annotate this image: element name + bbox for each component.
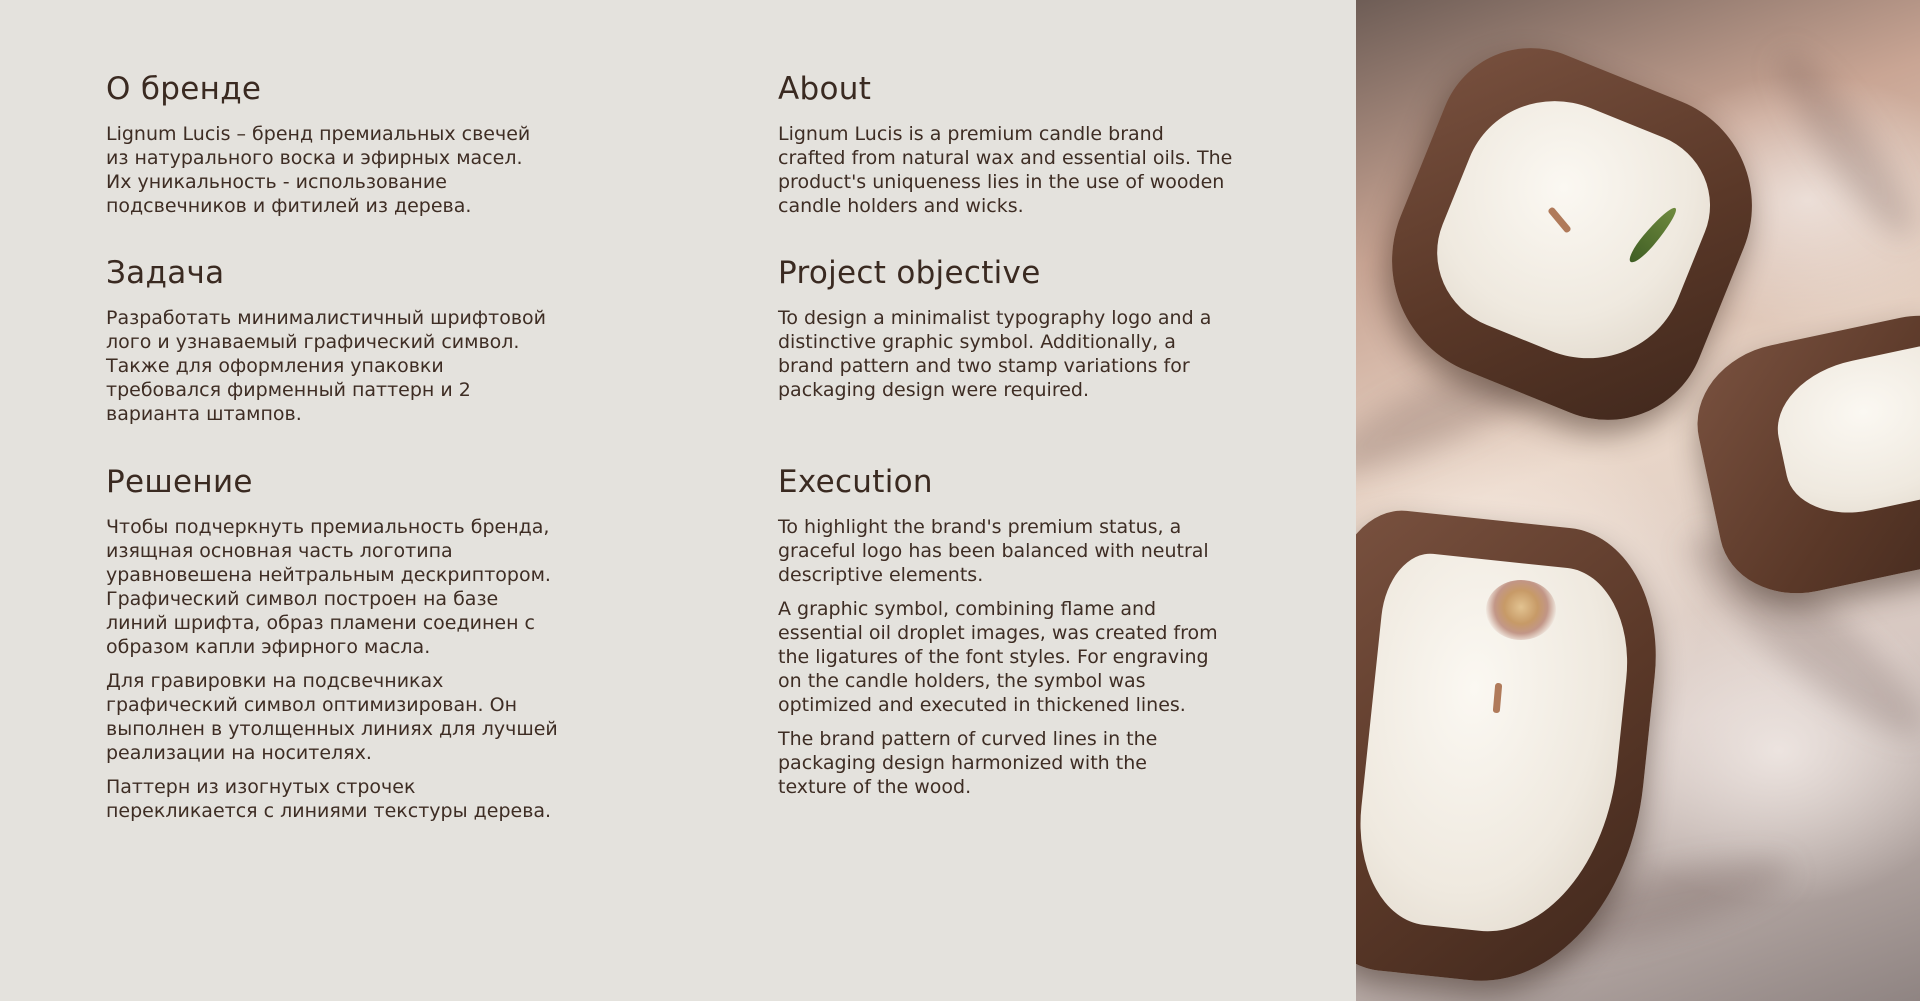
en-objective-heading: Project objective <box>778 255 1041 291</box>
ru-execution-paragraph: Паттерн из изогнутых строчек перекликается с линиями текстуры дерева. <box>106 776 552 822</box>
en-about-section <box>778 70 1378 228</box>
ru-execution-paragraph: Для гравировки на подсвечниках графический символ оптимизирован. Он выполнен в утолщенных линиях для лучшей реализации на носителях. <box>106 670 558 764</box>
ru-about-section <box>106 70 706 228</box>
en-execution-paragraph: To highlight the brand's premium status, a graceful logo has been balanced with neutral descriptive elements. <box>778 516 1209 586</box>
candle-wax <box>1766 333 1920 525</box>
dried-flowers <box>1486 580 1556 640</box>
ru-objective-section <box>106 254 706 436</box>
ru-execution-section <box>106 463 706 833</box>
en-execution-paragraph: A graphic symbol, combining flame and essential oil droplet images, was created from the ligatures of the font styles. For engraving on the candle holders, the symbol was optimized and executed in thickened lines. <box>778 598 1218 716</box>
en-execution-paragraph: The brand pattern of curved lines in the packaging design harmonized with the texture of the wood. <box>778 728 1158 798</box>
ru-execution-heading: Решение <box>106 464 253 500</box>
en-execution-heading: Execution <box>778 464 933 500</box>
ru-objective-text: Разработать минималистичный шрифтовой лого и узнаваемый графический символ. Также для оформления упаковки требовался фирменный паттерн и 2 варианта штампов. <box>106 307 546 425</box>
fabric-fold <box>1762 41 1920 250</box>
ru-about-text: Lignum Lucis – бренд премиальных свечей из натурального воска и эфирных масел. Их уникальность - использование подсвечников и фитилей из дерева. <box>106 123 531 217</box>
en-objective-text: To design a minimalist typography logo and a distinctive graphic symbol. Additionally, a brand pattern and two stamp variations for packaging design were required. <box>778 307 1212 401</box>
ru-execution-paragraph: Чтобы подчеркнуть премиальность бренда, изящная основная часть логотипа уравновешена нейтральным дескриптором. Графический символ построен на базе линий шрифта, образ пламени соединен с образом капли эфирного масла. <box>106 516 551 658</box>
en-about-text: Lignum Lucis is a premium candle brand crafted from natural wax and essential oils. The product's uniqueness lies in the use of wooden candle holders and wicks. <box>778 123 1233 217</box>
ru-about-heading: О бренде <box>106 71 262 107</box>
en-execution-section <box>778 463 1378 809</box>
en-objective-section <box>778 254 1378 412</box>
ru-objective-heading: Задача <box>106 255 225 291</box>
candle-wax <box>1414 73 1732 388</box>
en-about-heading: About <box>778 71 872 107</box>
candle-product-photo <box>1356 0 1920 1001</box>
